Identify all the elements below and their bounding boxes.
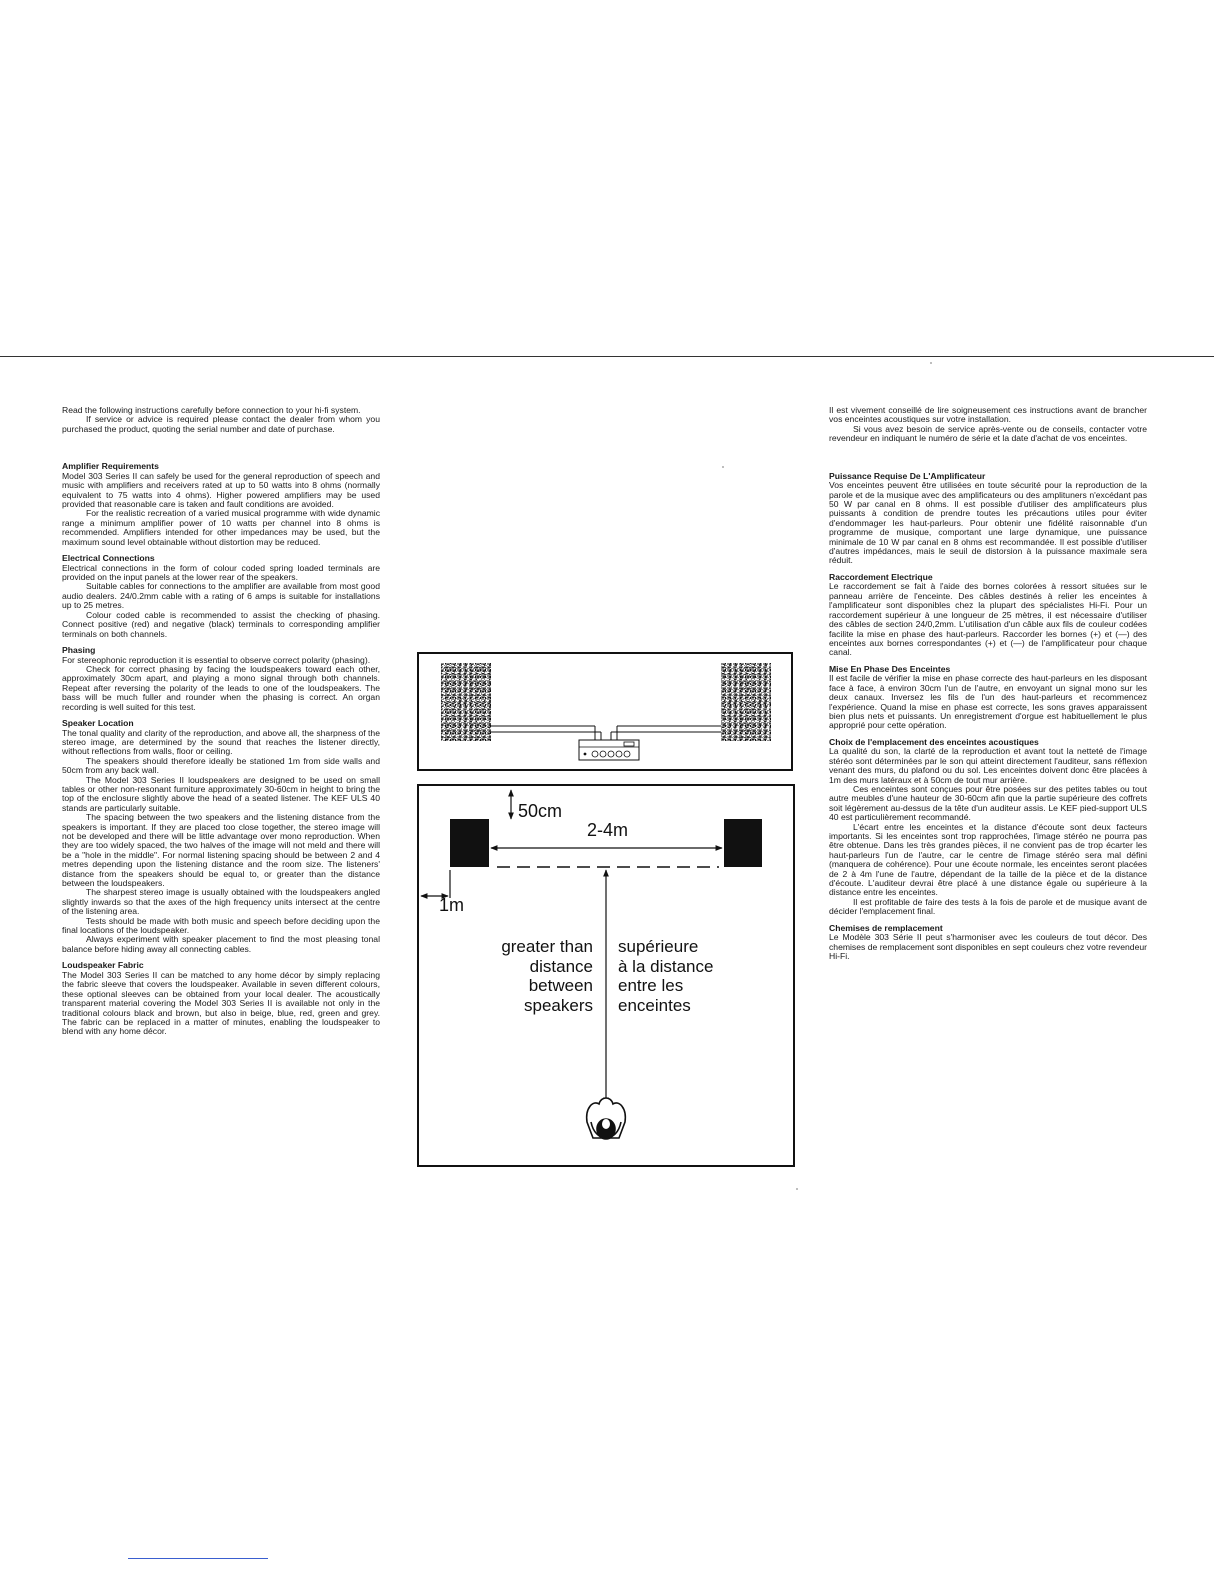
section-heading: Phasing — [62, 644, 96, 655]
paragraph: Check for correct phasing by facing the loudspeakers toward each other, approximately 30cm apart, and playing a mono signal through both channels. Repeat after reversing the polarity of the leads to one of the loudspeakers. The bass will be much fuller and rounder when the phasing is correct. An organ recording is well suited for this test. — [62, 663, 380, 712]
top-rule — [0, 356, 1214, 357]
bottom-rule — [128, 1558, 268, 1559]
section-heading: Raccordement Electrique — [829, 571, 933, 582]
right-speaker — [724, 819, 762, 867]
paragraph: L'écart entre les enceintes et la distance d'écoute sont deux facteurs importants. Si les enceintes sont trop rapprochées, l'image stéréo ne pourra pas être obtenue. Dans les très grandes pièces, il ne convient pas de trop écarter les haut-parleurs l'un de l'autre, car le centre de l'image stéréo sera mal défini (manquera de cohérence). Pour une écoute normale, les enceintes seront placées de 2 à 4m l'une de l'autre, dépendant de la taille de la pièce et de la distance d'écoute. L'auditeur devrai être placé à une distance égale ou supérieure à la distance entre les enceintes. — [829, 821, 1147, 898]
intro-paragraph: If service or advice is required please contact the dealer from whom you purchased the product, quoting the serial number and date of purchase. — [62, 414, 380, 434]
section-heading: Loudspeaker Fabric — [62, 960, 144, 971]
speaker-spacing-label: 2-4m — [587, 820, 629, 840]
paragraph: Always experiment with speaker placement to find the most pleasing tonal balance before hiding away all connecting cables. — [62, 934, 380, 954]
side-wall-dimension — [421, 870, 450, 898]
section-heading: Electrical Connections — [62, 553, 155, 564]
paragraph: Tests should be made with both music and speech before deciding upon the final locations of the loudspeaker. — [62, 915, 380, 936]
french-distance-caption — [618, 937, 713, 1015]
paragraph: The sharpest stereo image is usually obtained with the loudspeakers angled slightly inwards so that the axes of the high frequency units intersect at the centre of the listening area. — [62, 887, 380, 917]
section-heading: Choix de l'emplacement des enceintes acoustiques — [829, 736, 1039, 747]
section-heading: Chemises de remplacement — [829, 922, 943, 933]
caption-line: between — [528, 976, 593, 995]
left-speaker — [450, 819, 489, 867]
section-heading: Speaker Location — [62, 717, 134, 728]
paragraph: Colour coded cable is recommended to assist the checking of phasing. Connect positive (red) and negative (black) terminals to corresponding amplifier terminals on both channels. — [62, 609, 380, 639]
section-heading: Puissance Requise De L'Amplificateur — [829, 470, 986, 481]
caption-line: entre les — [618, 976, 684, 995]
french-column — [829, 406, 1147, 961]
section-heading: Amplifier Requirements — [62, 461, 159, 472]
caption-line: speakers — [524, 995, 593, 1015]
paragraph: La qualité du son, la clarté de la reproduction et avant tout la netteté de l'image stéréo sont déterminées par le son qui atteint directement l'auditeur, sans réflexion venant des murs, du plafond ou du sol. Les enceintes doivent donc être placées à 1m des murs latéraux et à 50cm de tout mur arrière. — [829, 746, 1147, 785]
caption-line: à la distance — [618, 956, 714, 976]
paragraph: Le Modèle 303 Série II peut s'harmoniser avec les couleurs de tout décor. Des chemises de remplacement sont disponibles en sept couleurs chez votre revendeur Hi-Fi. — [829, 932, 1147, 962]
paragraph: Suitable cables for connections to the amplifier are available from most good audio dealers. 24/0.2mm cable with a rating of 6 amps is suitable for installations up to 25 metres. — [62, 581, 380, 611]
phasing-diagram — [417, 652, 793, 771]
english-column — [62, 406, 380, 1037]
right-speaker-grille — [721, 663, 771, 741]
caption-line: supérieure — [618, 937, 699, 956]
paragraph: Ces enceintes sont conçues pour être posées sur des petites tables ou tout autre meubles d'une hauteur de 30-60cm afin que la partie supérieure des coffrets soit légèrement au-dessus de la tête d'un auditeur assis. Le KEF pied-support ULS 40 est particulièrement recommandé. — [829, 783, 1147, 823]
speck — [722, 466, 724, 468]
caption-line: greater than — [501, 937, 593, 956]
paragraph: Il est profitable de faire des tests à la fois de parole et de musique avant de décider l'emplacement final. — [829, 896, 1147, 917]
paragraph: For stereophonic reproduction it is essential to observe correct polarity (phasing). — [62, 654, 371, 665]
paragraph: The Model 303 Series II can be matched to any home décor by simply replacing the fabric sleeve that covers the loudspeaker. Available in seven different colours, these optional sleeves can be obtained from your local dealer. The acoustically transparent material covering the Model 303 Series II is available not only in the traditional colours black and brown, but also in beige, blue, red, green and grey. The fabric can be replaced in a matter of minutes, enabling the loudspeaker to blend with any home décor. — [62, 969, 380, 1037]
section-heading: Mise En Phase Des Enceintes — [829, 663, 951, 674]
paragraph: Le raccordement se fait à l'aide des bornes colorées à ressort situées sur le panneau arrière de l'enceinte. Des câbles destinés à relier les enceintes à l'amplificateur sont disponibles chez la plupart des spécialistes Hi-Fi. Pour un raccordement supérieur à une longueur de 25 mètres, il est nécessaire d'utiliser des câbles de section 24/0,2mm. L'utilisation d'un câble aux fils de couleur codées facilite la mise en phase des haut-parleurs. Raccorder les bornes (+) et (—) des enceintes aux bornes correspondantes (+) et (—) de l'amplificateur pour chaque canal. — [829, 581, 1147, 658]
phasing-diagram-drawing — [419, 654, 795, 773]
intro-paragraph: Si vous avez besoin de service après-vente ou de conseils, contacter votre revendeur en indiquant le numéro de série et la date d'achat de vos enceintes. — [829, 423, 1147, 444]
speaker-cables — [491, 726, 721, 740]
caption-line: distance — [529, 956, 593, 976]
speck — [796, 1188, 798, 1190]
placement-diagram-drawing — [419, 786, 797, 1169]
english-distance-caption — [501, 937, 593, 1015]
paragraph: Model 303 Series II can safely be used for the general reproduction of speech and music with amplifiers and receivers rated at up to 50 watts into 8 ohms (normally equivalent to 75 watts into 4 ohms). Higher powered amplifiers may be used provided that reasonable care is taken and fault conditions are avoided. — [62, 470, 380, 510]
paragraph: The tonal quality and clarity of the reproduction, and above all, the sharpness of the stereo image, are determined by the sound that reaches the listener directly, without reflections from walls, floor or ceiling. — [62, 727, 380, 757]
intro-paragraph: Il est vivement conseillé de lire soigneusement ces instructions avant de brancher vos enceintes acoustiques sur votre installation. — [829, 405, 1147, 425]
intro-paragraph: Read the following instructions carefully before connection to your hi-fi system. — [62, 405, 361, 415]
paragraph: The speakers should therefore ideally be stationed 1m from side walls and 50cm from any back wall. — [62, 755, 380, 776]
amplifier-icon — [579, 740, 639, 760]
placement-diagram — [417, 784, 795, 1167]
paragraph: Vos enceintes peuvent être utilisées en toute sécurité pour la reproduction de la parole et de la musique avec des amplificateurs ou des amplituners n'excédant pas 50 W par canal en 8 ohms. Il est possible d'utiliser des amplificateurs plus puissants à condition de prendre toutes les précautions utiles pour éviter d'endommager les haut-parleurs. Pour obtenir une fidélité raisonnable d'un programme de musique, comportant une large dynamique, une puissance minimale de 10 W par canal en 8 ohms est recommandée. Il est possible d'utiliser d'autres impédances, mais le seuil de distorsion à la puissance maximale sera réduit. — [829, 480, 1147, 566]
paragraph: The Model 303 Series II loudspeakers are designed to be used on small tables or other non-resonant furniture approximately 30-60cm in height to bring the top of the enclosure slightly above the head of a seated listener. The KEF ULS 40 stands are particularly suitable. — [62, 774, 380, 813]
side-wall-label: 1m — [439, 895, 465, 915]
paragraph: For the realistic recreation of a varied musical programme with wide dynamic range a minimum amplifier power of 10 watts per channel into 8 ohms is recommended. Amplifiers intended for other impedances may be used, but the maximum sound level obtainable without distortion may be reduced. — [62, 508, 380, 547]
listener-icon — [587, 1098, 626, 1139]
left-speaker-grille — [441, 663, 491, 741]
paragraph: Il est facile de vérifier la mise en phase correcte des haut-parleurs en les disposant face à face, à environ 30cm l'un de l'autre, en envoyant un signal mono sur les deux canaux. Inversez les fils de l'un des haut-parleurs et recommencez l'expérience. Quand la mise en phase est correcte, les sons graves apparaissent bien plus nets et puissants. Un enregistrement d'orgue est habituellement le plus approprié pour cette opération. — [829, 673, 1147, 731]
speck — [930, 362, 932, 364]
caption-line: enceintes — [618, 995, 691, 1015]
back-wall-label: 50cm — [518, 801, 563, 821]
paragraph: The spacing between the two speakers and the listening distance from the speakers is important. If they are placed too close together, the stereo image will not be developed and there will be little advantage over mono reproduction. When they are too widely spaced, the two halves of the image will not meld and there will be a "hole in the middle". For normal listening spacing should be between 2 and 4 metres depending upon the listening distance and the room size. The listeners' distance from the speakers should be equal to, or greater than the distance between the loudspeakers. — [62, 812, 380, 889]
paragraph: Electrical connections in the form of colour coded spring loaded terminals are provided on the input panels at the lower rear of the speakers. — [62, 562, 380, 583]
